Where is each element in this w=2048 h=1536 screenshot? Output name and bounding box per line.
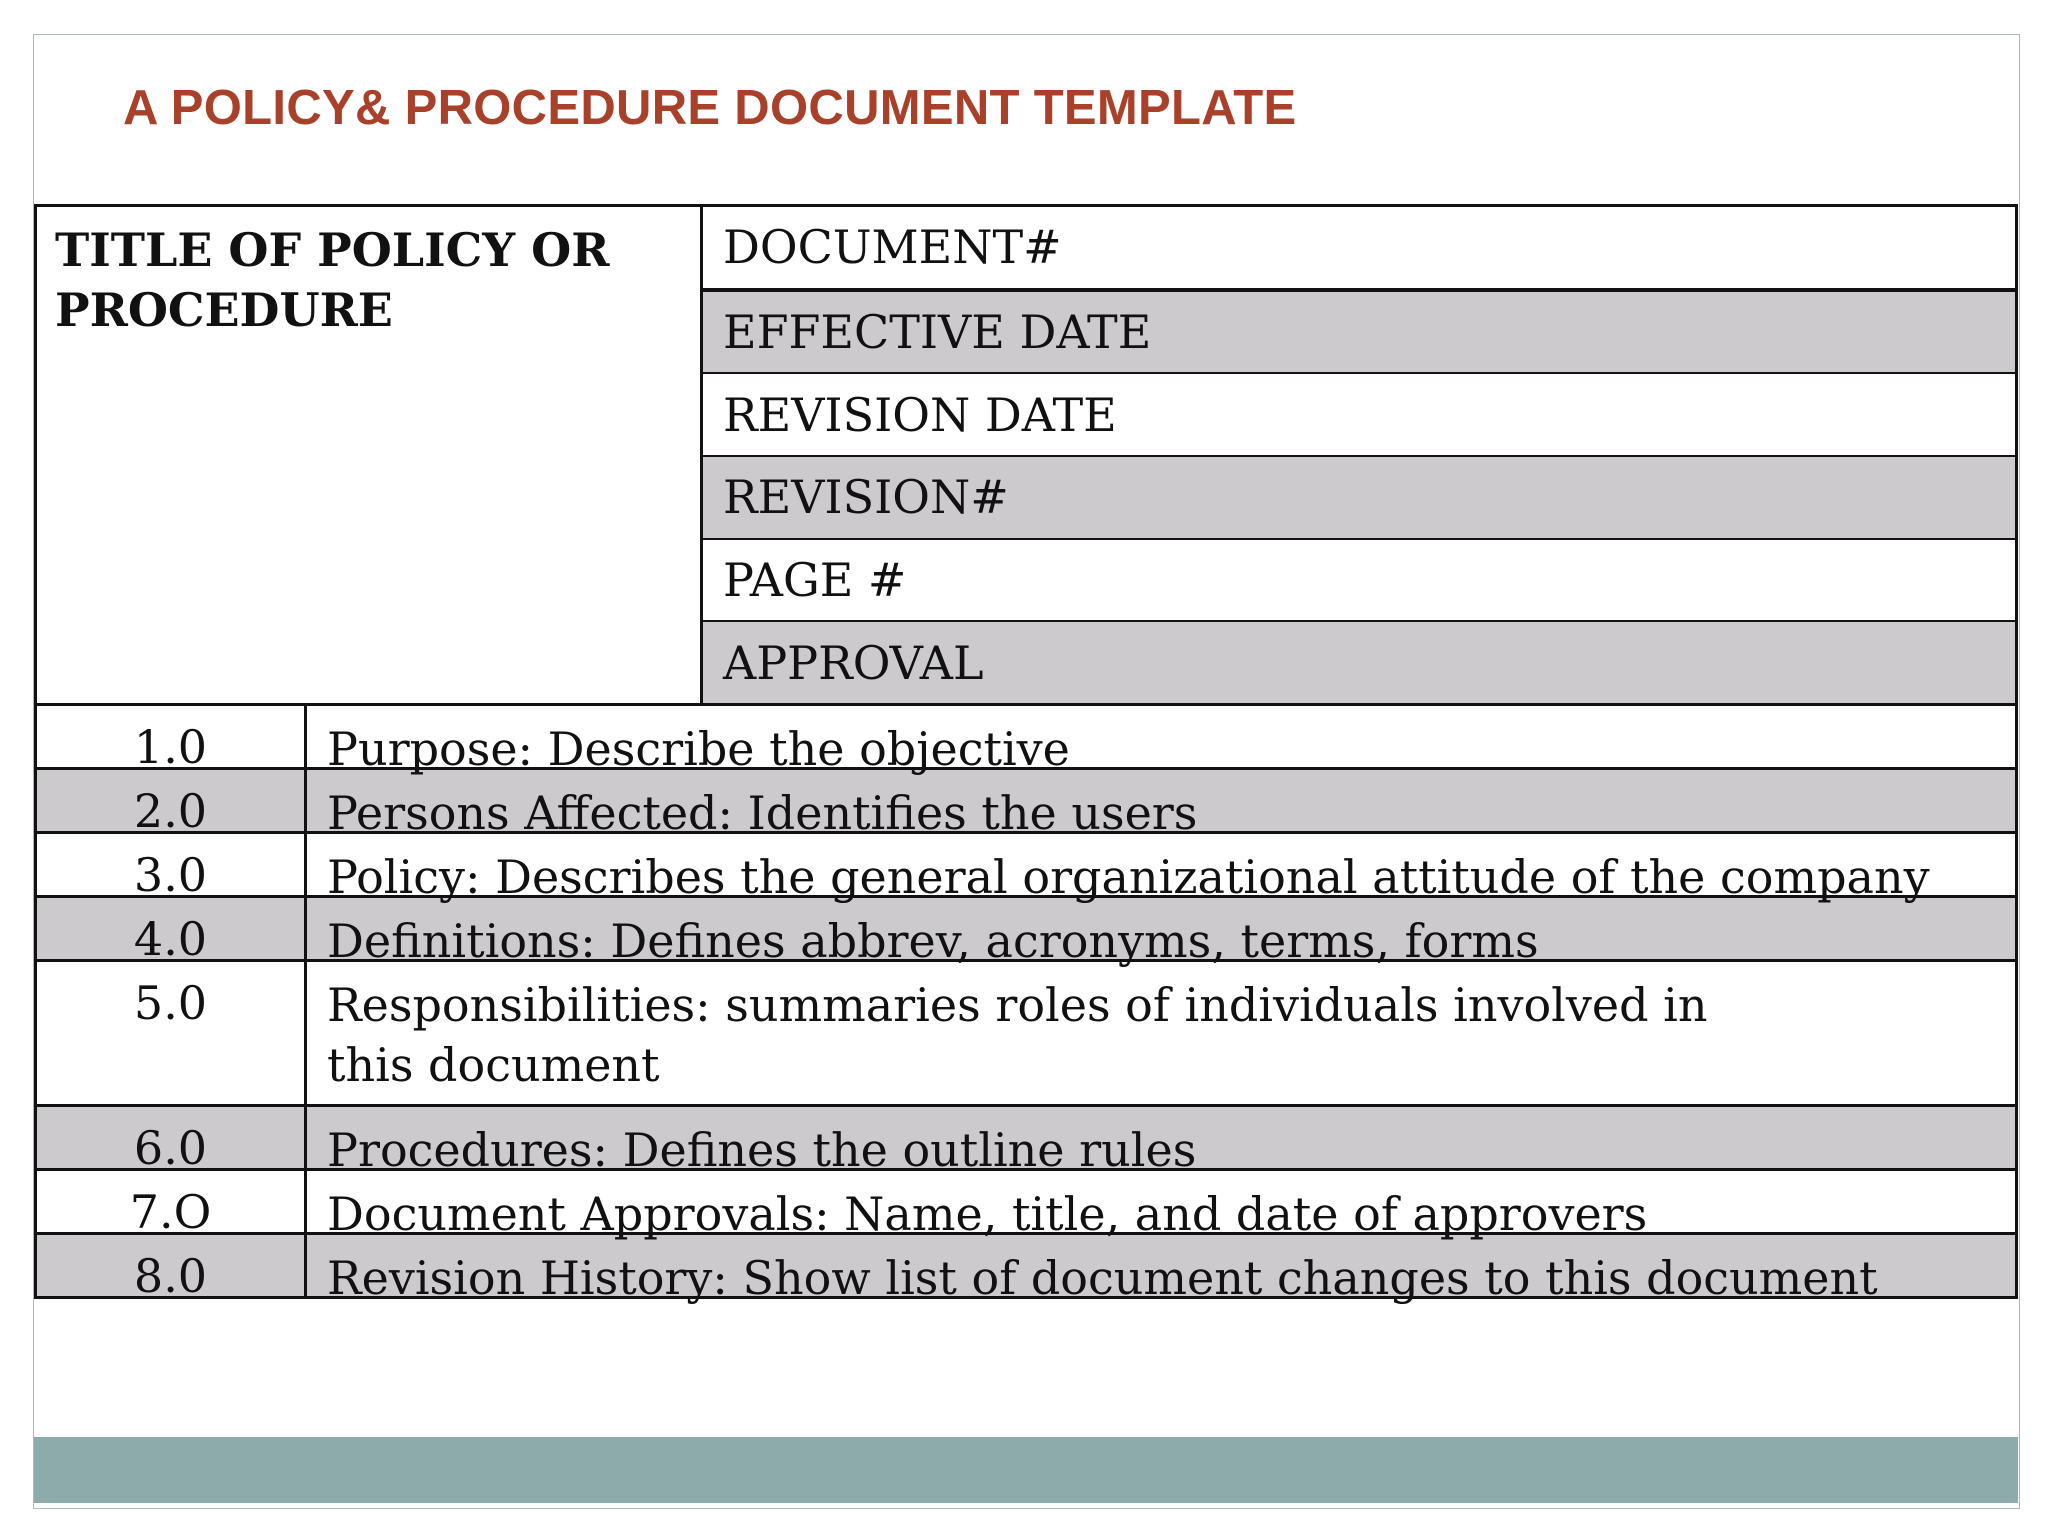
meta-approval: APPROVAL <box>703 622 2015 703</box>
section-text: Document Approvals: Name, title, and date of approvers <box>327 1187 1648 1241</box>
section-text: Responsibilities: summaries roles of individuals involved in this document <box>327 978 1708 1092</box>
section-row <box>37 1104 2015 1177</box>
section-number: 7.O <box>37 1171 307 1232</box>
policy-title-cell: TITLE OF POLICY OR PROCEDURE <box>37 207 703 703</box>
document-meta-list <box>703 207 2015 703</box>
section-row <box>37 703 2015 776</box>
section-text: Procedures: Defines the outline rules <box>327 1123 1197 1177</box>
section-text: Revision History: Show list of document changes to this document <box>327 1251 1878 1305</box>
section-row <box>37 831 2015 904</box>
meta-effective-date: EFFECTIVE DATE <box>703 292 2015 375</box>
section-number: 3.0 <box>37 834 307 895</box>
section-row <box>37 895 2015 968</box>
header-table <box>34 204 2018 706</box>
section-number: 4.0 <box>37 898 307 959</box>
meta-document-number: DOCUMENT# <box>703 207 2015 292</box>
section-text: Policy: Describes the general organizational attitude of the company <box>327 850 1930 904</box>
section-number: 8.0 <box>37 1235 307 1296</box>
meta-page-number: PAGE # <box>703 540 2015 623</box>
section-text: Purpose: Describe the objective <box>327 722 1070 776</box>
meta-revision-number: REVISION# <box>703 457 2015 540</box>
section-text: Definitions: Defines abbrev, acronyms, terms, forms <box>327 914 1539 968</box>
section-row <box>37 1232 2015 1305</box>
section-number: 5.0 <box>37 962 307 1104</box>
section-number: 2.0 <box>37 770 307 831</box>
section-number: 1.0 <box>37 706 307 767</box>
sections-table <box>34 703 2018 1305</box>
footer-bar <box>34 1437 2018 1503</box>
section-row <box>37 1168 2015 1241</box>
slide-title: A POLICY& PROCEDURE DOCUMENT TEMPLATE <box>123 81 1297 135</box>
section-text: Persons Affected: Identifies the users <box>327 786 1198 840</box>
section-number: 6.0 <box>37 1107 307 1168</box>
meta-revision-date: REVISION DATE <box>703 374 2015 457</box>
section-row <box>37 959 2015 1104</box>
section-row <box>37 767 2015 840</box>
